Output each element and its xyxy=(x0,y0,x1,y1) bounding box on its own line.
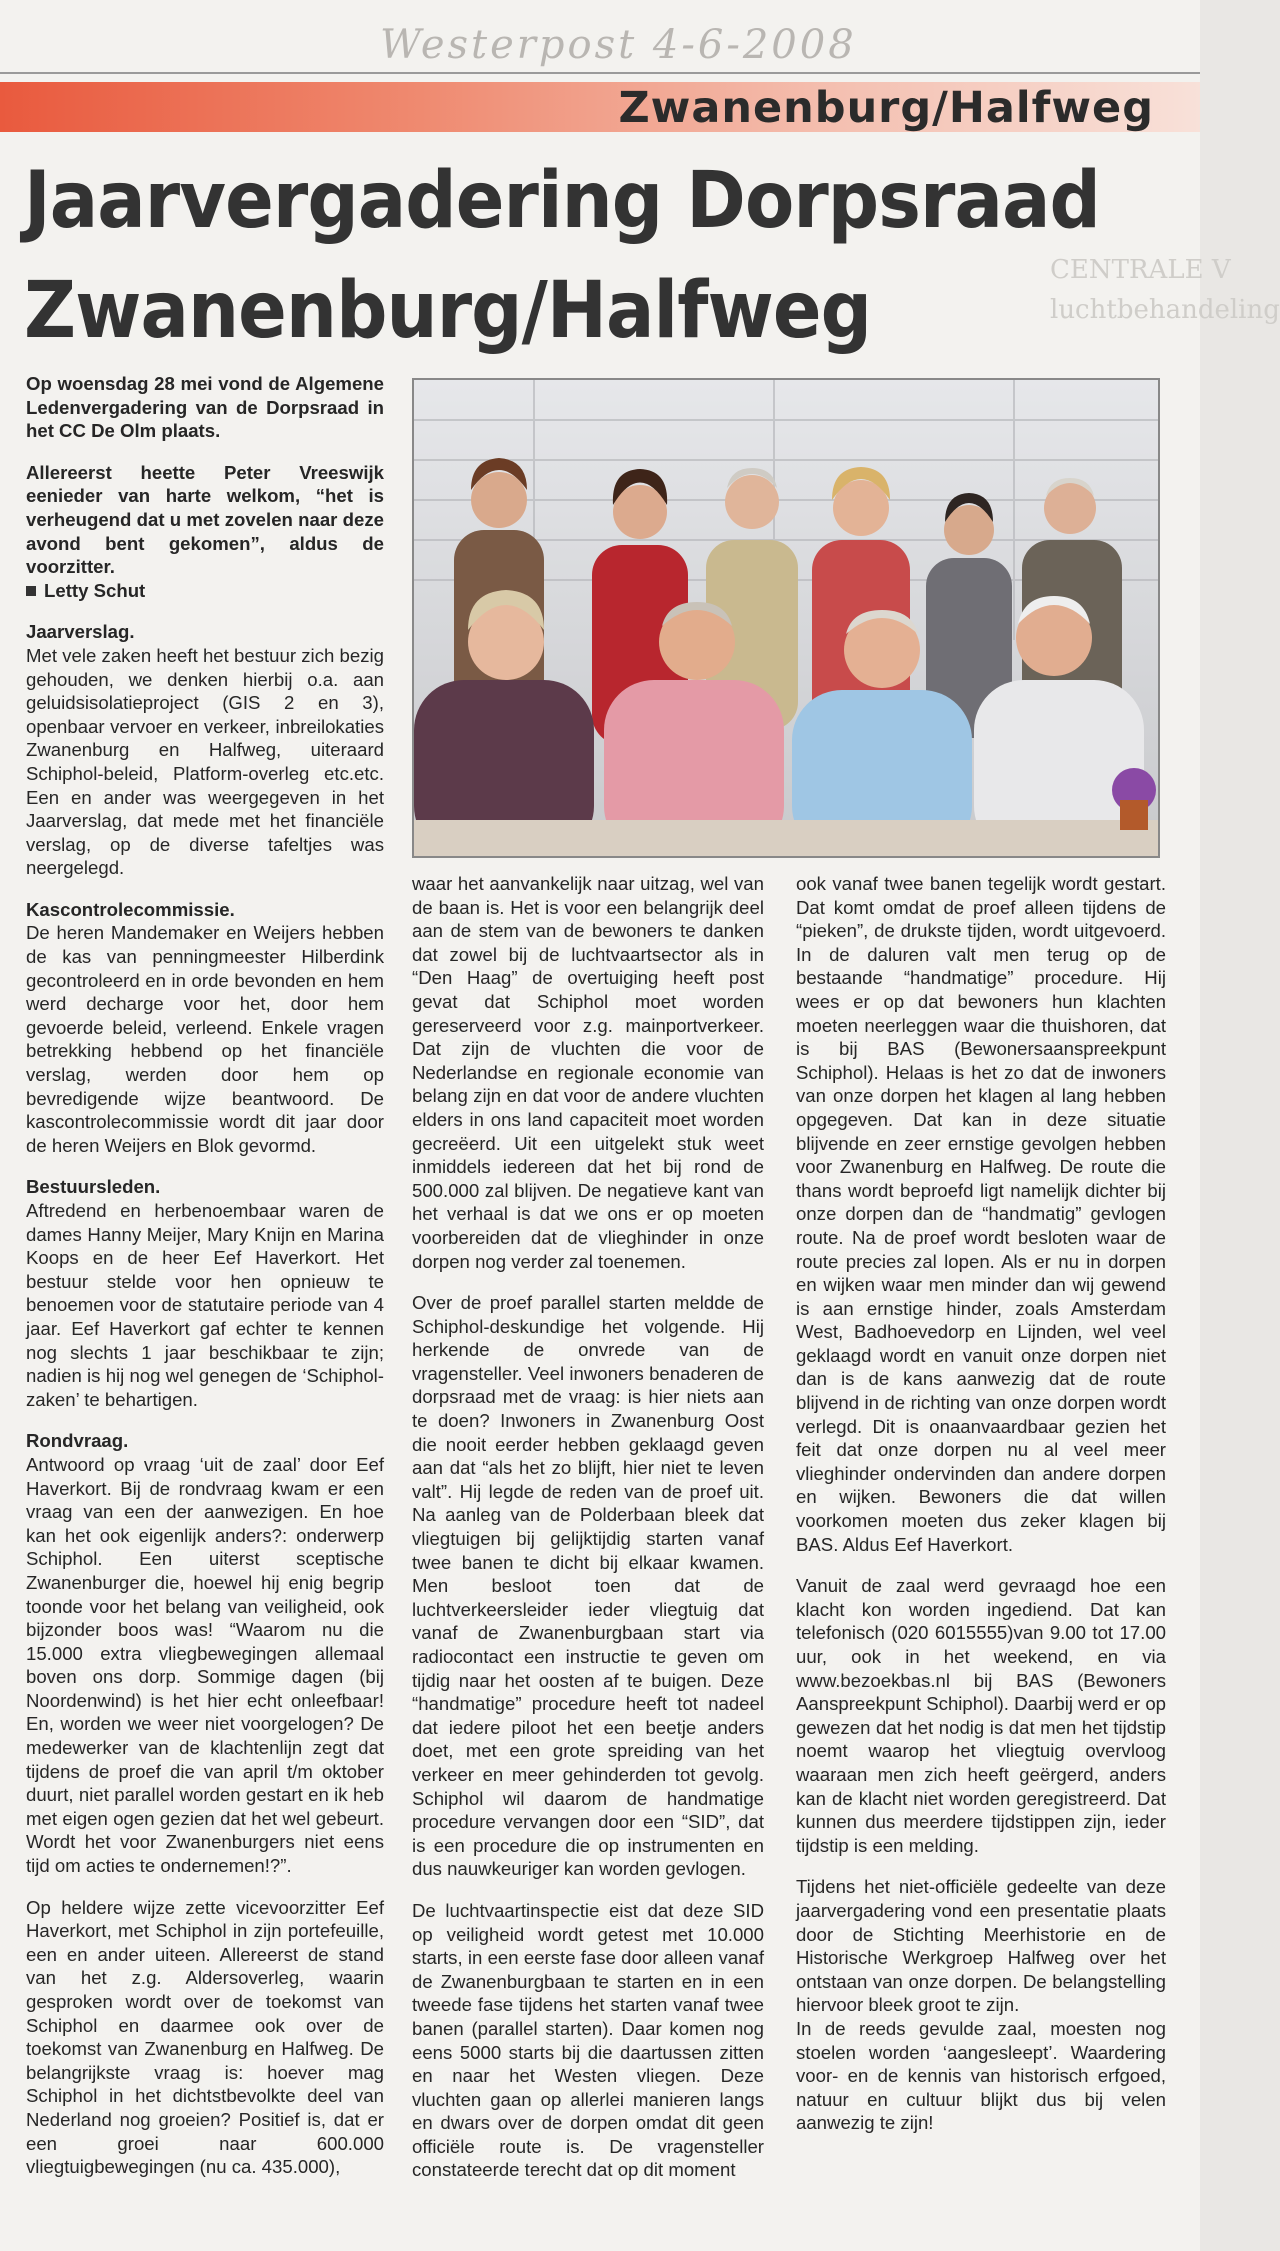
article-column-2 xyxy=(412,872,764,2182)
handwritten-source-note: Westerpost 4-6-2008 xyxy=(380,22,857,68)
headline xyxy=(24,146,1100,366)
bleed-through-text: CENTRALE V luchtbehandeling xyxy=(1050,255,1280,325)
paragraph-col2-c: De luchtvaartinspectie eist dat deze SID op veiligheid wordt getest met 10.000 starts, in een eerste fase door alleen vanaf de Zwanenburgbaan te starten en in een tweede fase tijdens het starten vanaf twee banen (parallel starten). Daar komen nog eens 5000 starts bij die daartussen zitten en naar het Westen vliegen. Deze vluchten gaan op allerlei manieren langs en dwars over de dorpen omdat dit geen officiële route is. De vragensteller constateerde terecht dat op dit moment xyxy=(412,1899,764,2181)
paragraph-kascontrole: De heren Mandemaker en Weijers hebben de kas van penningmeester Hilberdink gecontroleerd en in orde bevonden en hem werd decharge voor het, door hem gevoerde beleid, verleend. Enkele vragen betrekking hebbend op het financiële verslag, werden door hem op bevredigende wijze beantwoord. De kascontrolecommissie wordt dit jaar door de heren Weijers en Blok gevormd. xyxy=(26,922,384,1156)
byline-square-icon xyxy=(26,586,36,596)
paragraph-col3-c: Tijdens het niet-officiële gedeelte van deze jaarvergadering vond een presentatie plaats door de Stichting Meerhistorie en de Historische Werkgroep Halfweg over het ontstaan van onze dorpen. De belangstelling hiervoor bleek groot te zijn. xyxy=(796,1876,1166,2016)
article-column-3 xyxy=(796,872,1166,2135)
headline-line-1: Jaarvergadering Dorpsraad xyxy=(24,156,1100,246)
subhead-bestuursleden: Bestuursleden. xyxy=(26,1176,161,1198)
paragraph-col2-b: Over de proef parallel starten meldde de Schiphol-deskundige het volgende. Hij herkende de onvrede van de vragensteller. Veel inwoners benaderen de dorpsraad met de vraag: is hier niets aan te doen? Inwoners in Zwanenburg Oost die nooit eerder hebben geklaagd geven aan dat “als het zo blijft, hier niet te leven valt”. Hij legde de reden van de proef uit. Na aanleg van de Polderbaan bleek dat vliegtuigen bij gelijktijdig starten vanaf twee banen te dicht bij elkaar kwamen. Men besloot toen dat de luchtverkeersleider ieder vliegtuig dat vanaf de Zwanenburgbaan start via radiocontact een instructie te geven om tijdig naar het oosten af te buigen. Deze “handmatige” procedure heeft tot nadeel dat iedere piloot het een beetje anders doet, met een grote spreiding van het verkeer en meer gehinderden tot gevolg. Schiphol wil daarom de handmatige procedure vervangen door een “SID”, dat is een procedure die op instrumenten en dus nauwkeuriger kan worden gevlogen. xyxy=(412,1292,764,1880)
group-photo xyxy=(412,378,1160,858)
paragraph-col2-a: waar het aanvankelijk naar uitzag, wel van de baan is. Het is voor een belangrijk deel aan de stem van de bewoners te danken dat zowel bij de luchtvaartsector als in “Den Haag” de overtuiging heeft post gevat dat Schiphol moet worden gereserveerd voor z.g. mainportverkeer. Dat zijn de vluchten die voor de Nederlandse en regionale economie van belang zijn en dat voor de andere vluchten elders in ons land capaciteit moet worden gecreëerd. Uit een uitgelekt stuk weet inmiddels iedereen dat het bij rond de 500.000 zal blijven. De negatieve kant van het verhaal is dat we ons er op moeten voorbereiden dat de vlieghinder in onze dorpen nog verder zal toenemen. xyxy=(412,873,764,1272)
top-rule xyxy=(0,72,1200,74)
subhead-rondvraag: Rondvraag. xyxy=(26,1430,129,1452)
intro-paragraph: Op woensdag 28 mei vond de Algemene Ledenvergadering van de Dorpsraad in het CC De Olm plaats. xyxy=(26,373,384,442)
paragraph-col3-b: Vanuit de zaal werd gevraagd hoe een klacht kon worden ingediend. Dat kan telefonisch (020 6015555)van 9.00 tot 17.00 uur, ook in het weekend, en via www.bezoekbas.nl bij BAS (Bewoners Aanspreekpunt Schiphol). Daarbij werd er op gewezen dat het nodig is dat men het tijdstip noemt waarop het vliegtuig overvloog waaraan men zich heeft geërgerd, anders kan de klacht niet worden geregistreerd. Dat kunnen dus meerdere tijdstippen zijn, ieder tijdstip is een melding. xyxy=(796,1575,1167,1856)
group-photo-illustration xyxy=(414,380,1158,856)
subhead-jaarverslag: Jaarverslag. xyxy=(26,621,135,643)
intro-quote-paragraph: Allereerst heette Peter Vreeswijk eenieder van harte welkom, “het is verheugend dat u met zovelen naar deze avond bent gekomen”, aldus de voorzitter. xyxy=(26,461,384,578)
paragraph-col3-d: In de reeds gevulde zaal, moesten nog stoelen worden ‘aangesleept’. Waardering voor- en de kennis van historisch erfgoed, natuur en cultuur blijkt dus bij velen aanwezig te zijn! xyxy=(796,2017,1166,2134)
headline-line-2: Zwanenburg/Halfweg xyxy=(24,266,872,356)
article-column-1 xyxy=(26,372,384,2179)
paragraph-rondvraag: Antwoord op vraag ‘uit de zaal’ door Eef Haverkort. Bij de rondvraag kwam er een vraag van een der aanwezigen. En hoe kan het ook eigenlijk anders?: onderwerp Schiphol. Een uiterst sceptische Zwanenburger die, hoewel hij enig begrip toonde voor het belang van veiligheid, ook bijzonder boos was! “Waarom nu die 15.000 extra vliegbewegingen allemaal boven ons dorp. Sommige dagen (bij Noordenwind) is het hier echt onleefbaar! En, worden we weer niet voorgelogen? De medewerker van de klachtenlijn zegt dat tijdens de proef die van april t/m oktober duurt, niet parallel worden gestart en ik heb met eigen ogen gezien dat het wel gebeurt. Wordt het voor Zwanenburgers niet eens tijd om acties te ondernemen!?”. xyxy=(26,1453,384,1877)
section-title: Zwanenburg/Halfweg xyxy=(618,83,1154,133)
subhead-kascontrole: Kascontrolecommissie. xyxy=(26,898,235,920)
paragraph-bestuursleden: Aftredend en herbenoembaar waren de dames Hanny Meijer, Mary Knijn en Marina Koops en de heer Eef Haverkort. Het bestuur stelde voor hen opnieuw te benoemen voor de statutaire periode van 4 jaar. Eef Haverkort gaf echter te kennen nog slechts 1 jaar beschikbaar te zijn; nadien is hij nog wel genegen de ‘Schiphol-zaken’ te behartigen. xyxy=(26,1200,384,1410)
paragraph-vicevoorzitter: Op heldere wijze zette vicevoorzitter Eef Haverkort, met Schiphol in zijn portefeuille, een en ander uiteen. Allereerst de stand van het z.g. Aldersoverleg, waarin gesproken wordt over de toekomst van Schiphol en daarmee ook over de toekomst van Zwanenburg en Halfweg. De belangrijkste vraag is: hoever mag Schiphol in het dichtstbevolkte deel van Nederland nog groeien? Positief is, dat er een groei naar 600.000 vliegtuigbewegingen (nu ca. 435.000), xyxy=(26,1896,384,2178)
byline: Letty Schut xyxy=(26,579,384,603)
paragraph-col3-a: ook vanaf twee banen tegelijk wordt gestart. Dat komt omdat de proef alleen tijdens de “pieken”, de drukste tijden, wordt uitgevoerd. In de daluren valt men terug op de bestaande “handmatige” procedure. Hij wees er op dat bewoners hun klachten moeten neerleggen waar die thuishoren, dat is bij BAS (Bewonersaanspreekpunt Schiphol). Helaas is het zo dat de inwoners van onze dorpen het klagen al lang hebben opgegeven. Dat kan in deze situatie blijvende en zeer ernstige gevolgen hebben voor Zwanenburg en Halfweg. De route die thans wordt beproefd ligt namelijk dichter bij onze dorpen dan de “handmatig” gevlogen route. Na de proef wordt besloten waar de route precies zal lopen. Als er nu in dorpen en wijken waar men minder dan wij gewend is aan ernstige hinder, zoals Amsterdam West, Badhoevedorp en Lijnden, wel veel geklaagd wordt en vanuit onze dorpen niet dan is de kans aanwezig dat de route blijvend in de richting van onze dorpen wordt verlegd. Dit is onaanvaardbaar gezien het feit dat onze dorpen nu al veel meer vlieghinder ondervinden dan andere dorpen en wijken. Bewoners die dat willen voorkomen moeten dus zeker klagen bij BAS. Aldus Eef Haverkort. xyxy=(796,873,1166,1555)
paragraph-jaarverslag: Met vele zaken heeft het bestuur zich bezig gehouden, we denken hierbij o.a. aan geluidsisolatieproject (GIS 2 en 3), openbaar vervoer en verkeer, inbreilokaties Zwanenburg en Halfweg, uiteraard Schiphol-beleid, Platform-overleg etc.etc. Een en ander was weergegeven in het Jaarverslag, dat mede met het financiële verslag, op de diverse tafeltjes was neergelegd. xyxy=(26,644,384,879)
